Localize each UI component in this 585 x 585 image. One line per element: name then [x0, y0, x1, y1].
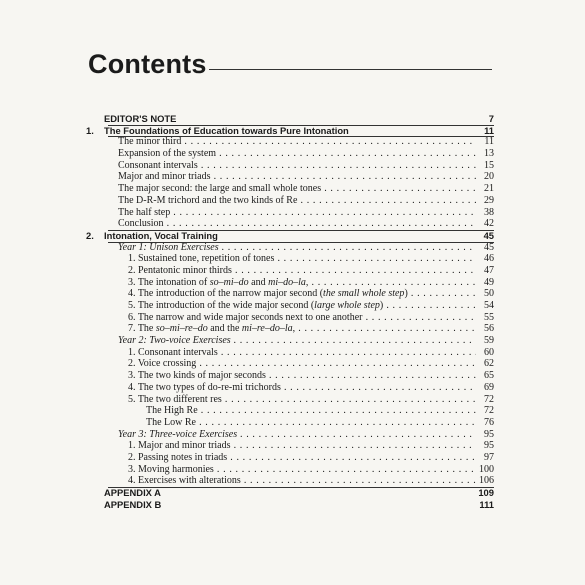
toc-page: 21 [484, 183, 494, 195]
toc-appendix-b[interactable] [86, 499, 494, 511]
toc-label: The Foundations of Education towards Pure Intonation [104, 124, 349, 136]
toc-page: 76 [484, 416, 494, 428]
toc-page: 100 [479, 463, 494, 475]
toc-entry[interactable] [86, 183, 494, 195]
toc-page: 50 [484, 288, 494, 300]
toc-entry[interactable] [86, 207, 494, 219]
toc-entry[interactable] [86, 148, 494, 160]
toc-entry[interactable] [86, 171, 494, 183]
toc-page: 55 [484, 311, 494, 323]
toc-entry-editors-note[interactable] [86, 113, 494, 125]
toc-label: Intonation, Vocal Training [104, 229, 218, 241]
toc-page: 54 [484, 300, 494, 311]
toc-page: 29 [484, 194, 494, 206]
toc-label: 3. The intonation of so–mi–do and mi–do–la, . . . [128, 277, 476, 289]
toc-entry[interactable] [86, 288, 494, 300]
toc-page: 20 [484, 171, 494, 183]
toc-page: 65 [484, 370, 494, 382]
toc-page: 95 [484, 440, 494, 452]
toc-entry[interactable] [86, 195, 494, 207]
toc-page: 38 [484, 206, 494, 218]
toc-label: 2. Voice crossing . . . [128, 358, 476, 370]
toc-entry[interactable] [86, 382, 494, 394]
toc-label: 5. The two different res . . . [128, 394, 476, 406]
toc-page: 45 [484, 241, 494, 253]
toc-entry[interactable] [86, 440, 494, 452]
toc-entry[interactable] [86, 253, 494, 265]
toc-page: 42 [484, 218, 494, 230]
toc-label: The Low Re . . . [146, 417, 476, 429]
toc-label: The half step . . . [118, 207, 476, 219]
toc-label: EDITOR'S NOTE [104, 113, 177, 124]
toc-page: 11 [484, 124, 494, 136]
toc-label: The major second: the large and small whole tones . . . [118, 183, 476, 195]
chapter-number: 2. [86, 229, 94, 241]
toc-appendix-a[interactable] [86, 487, 494, 499]
toc-label: 1. Sustained tone, repetition of tones . . . [128, 253, 476, 265]
toc-page: 109 [478, 487, 494, 498]
toc-page: 60 [484, 346, 494, 358]
toc-page: 69 [484, 381, 494, 393]
toc-label: Year 3: Three-voice Exercises . . . [118, 429, 476, 441]
toc-label: Conclusion . . . [118, 218, 476, 230]
toc-page: 7 [488, 113, 494, 124]
toc-page: 13 [484, 148, 494, 160]
toc-page: 106 [479, 475, 494, 487]
toc-label: APPENDIX B [104, 498, 162, 510]
toc-page: 11 [484, 136, 494, 148]
toc-entry[interactable] [86, 358, 494, 370]
toc-chapter-2[interactable] [86, 230, 494, 242]
toc-label: Year 1: Unison Exercises . . . [118, 242, 476, 254]
toc-chapter-1[interactable] [86, 125, 494, 137]
toc-label: 5. The introduction of the wide major second (large whole step) . . . [128, 300, 476, 312]
toc-label: Year 2: Two-voice Exercises . . . [118, 335, 476, 347]
toc-label: 1. Major and minor triads . . . [128, 440, 476, 452]
toc-page: 45 [483, 229, 494, 241]
toc-page: 56 [484, 323, 494, 335]
toc-entry[interactable] [86, 277, 494, 289]
toc-page: 46 [484, 253, 494, 265]
toc-label: 2. Pentatonic minor thirds . . . [128, 265, 476, 277]
toc-page: 95 [484, 428, 494, 440]
toc-page: 59 [484, 335, 494, 347]
toc-label: 3. Moving harmonies . . . [128, 464, 476, 476]
table-of-contents [86, 113, 494, 510]
toc-label: APPENDIX A [104, 487, 161, 498]
toc-entry[interactable] [86, 405, 494, 417]
toc-section-year-2[interactable] [86, 335, 494, 347]
chapter-number: 1. [86, 124, 94, 136]
toc-entry[interactable] [86, 370, 494, 382]
toc-label: 1. Consonant intervals . . . [128, 347, 476, 359]
toc-label: 4. Exercises with alterations . . . [128, 475, 476, 487]
toc-page: 72 [484, 405, 494, 417]
toc-entry[interactable] [86, 452, 494, 464]
toc-label: 2. Passing notes in triads . . . [128, 452, 476, 464]
toc-entry[interactable] [86, 323, 494, 335]
toc-entry[interactable] [86, 218, 494, 230]
toc-label: Consonant intervals . . . [118, 160, 476, 172]
toc-entry[interactable] [86, 417, 494, 429]
toc-page: 72 [484, 393, 494, 405]
toc-entry[interactable] [86, 312, 494, 324]
toc-page: 62 [484, 358, 494, 370]
toc-page: 97 [484, 451, 494, 463]
toc-label: 4. The introduction of the narrow major second (the small whole step) . . . [128, 288, 476, 300]
toc-entry[interactable] [86, 300, 494, 312]
toc-page: 15 [484, 159, 494, 171]
toc-label: Major and minor triads . . . [118, 171, 476, 183]
toc-entry[interactable] [86, 136, 494, 148]
toc-label: 6. The narrow and wide major seconds next to one another . . . [128, 312, 476, 324]
toc-section-year-1[interactable] [86, 242, 494, 254]
toc-label: The minor third . . . [118, 136, 476, 148]
toc-entry[interactable] [86, 475, 494, 487]
toc-entry[interactable] [86, 464, 494, 476]
toc-label: Expansion of the system . . . [118, 148, 476, 160]
toc-entry[interactable] [86, 394, 494, 406]
toc-page: 49 [484, 276, 494, 288]
toc-entry[interactable] [86, 265, 494, 277]
toc-entry[interactable] [86, 160, 494, 172]
toc-label: 3. The two kinds of major seconds . . . [128, 370, 476, 382]
toc-page: 111 [479, 498, 494, 510]
toc-label: 4. The two types of do-re-mi trichords . . . [128, 382, 476, 394]
toc-page: 47 [484, 264, 494, 276]
contents-heading [88, 46, 492, 82]
toc-label: The D-R-M trichord and the two kinds of Re . . . [118, 195, 476, 207]
toc-label: The High Re . . . [146, 405, 476, 417]
toc-label: 7. The so–mi–re–do and the mi–re–do–la, . . . [128, 323, 476, 335]
toc-section-year-3[interactable] [86, 429, 494, 441]
page-title: Contents [88, 46, 209, 82]
toc-entry[interactable] [86, 347, 494, 359]
